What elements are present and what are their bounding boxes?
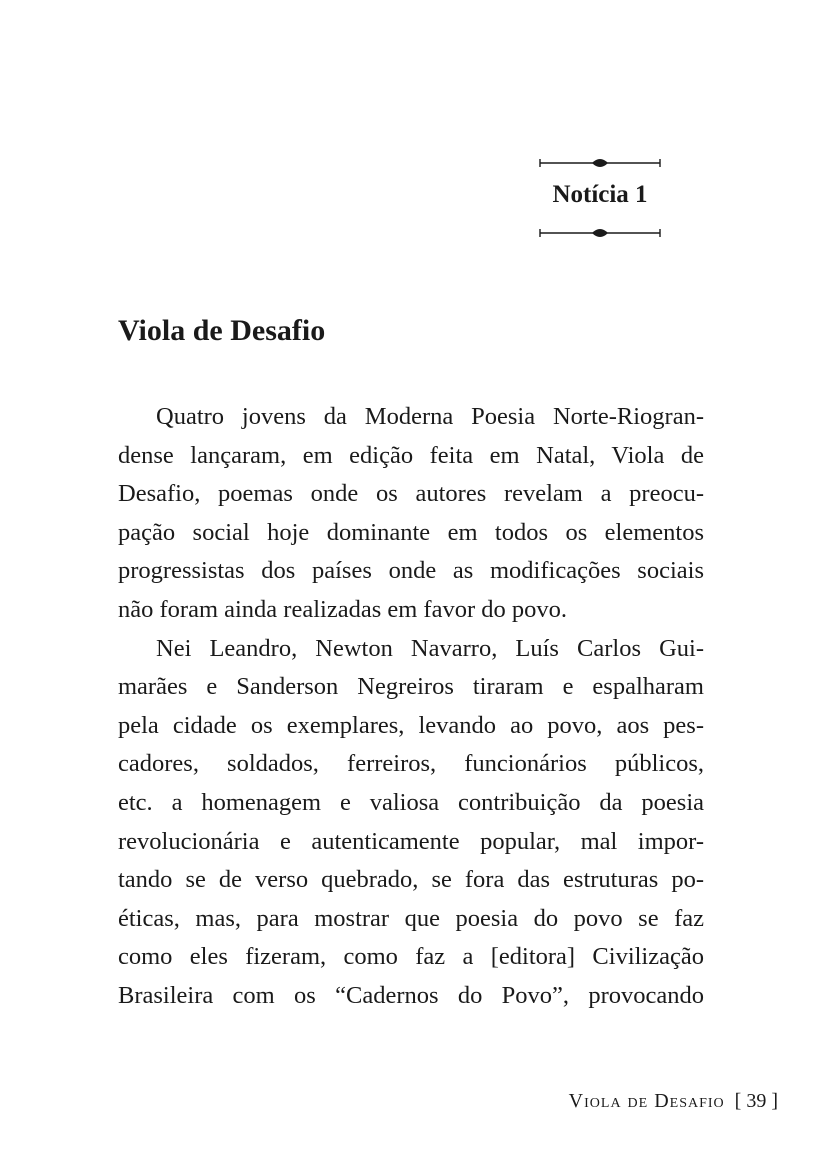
- paragraph-1: [118, 398, 704, 630]
- text-line: tando se de verso quebrado, se fora das estruturas po-: [118, 866, 704, 894]
- text-line: Nei Leandro, Newton Navarro, Luís Carlos Gui-: [156, 634, 704, 662]
- paragraph-2: [118, 630, 704, 1016]
- text-line: éticas, mas, para mostrar que poesia do povo se faz: [118, 904, 704, 932]
- text-line: como eles fizeram, como faz a [editora] Civilização: [118, 943, 704, 971]
- running-footer: [420, 1087, 778, 1115]
- text-line: marães e Sanderson Negreiros tiraram e espalharam: [118, 673, 704, 701]
- page-number: [ 39 ]: [734, 1090, 778, 1112]
- section-heading-box: [538, 156, 662, 238]
- text-line: revolucionária e autenticamente popular, mal impor-: [118, 827, 704, 855]
- text-line: pação social hoje dominante em todos os elementos: [118, 518, 704, 546]
- text-line: pela cidade os exemplares, levando ao povo, aos pes-: [118, 711, 704, 739]
- text-line: Brasileira com os “Cadernos do Povo”, provocando: [118, 981, 704, 1009]
- ornament-rule-bottom: [538, 226, 662, 240]
- text-line: cadores, soldados, ferreiros, funcionários públicos,: [118, 750, 704, 778]
- text-line: Desafio, poemas onde os autores revelam a preocu-: [118, 480, 704, 508]
- ornament-rule-top: [538, 156, 662, 170]
- chapter-title: Viola de Desafio: [118, 314, 326, 347]
- text-line: não foram ainda realizadas em favor do povo.: [118, 595, 567, 623]
- text-line: progressistas dos países onde as modificações sociais: [118, 557, 704, 585]
- body-text: [118, 398, 704, 1016]
- text-line: Quatro jovens da Moderna Poesia Norte-Riogran-: [156, 403, 704, 430]
- section-label: Notícia 1: [552, 181, 648, 208]
- text-line: dense lançaram, em edição feita em Natal, Viola de: [118, 441, 704, 469]
- running-title: Viola de Desafio: [568, 1090, 725, 1112]
- text-line: etc. a homenagem e valiosa contribuição da poesia: [118, 788, 704, 816]
